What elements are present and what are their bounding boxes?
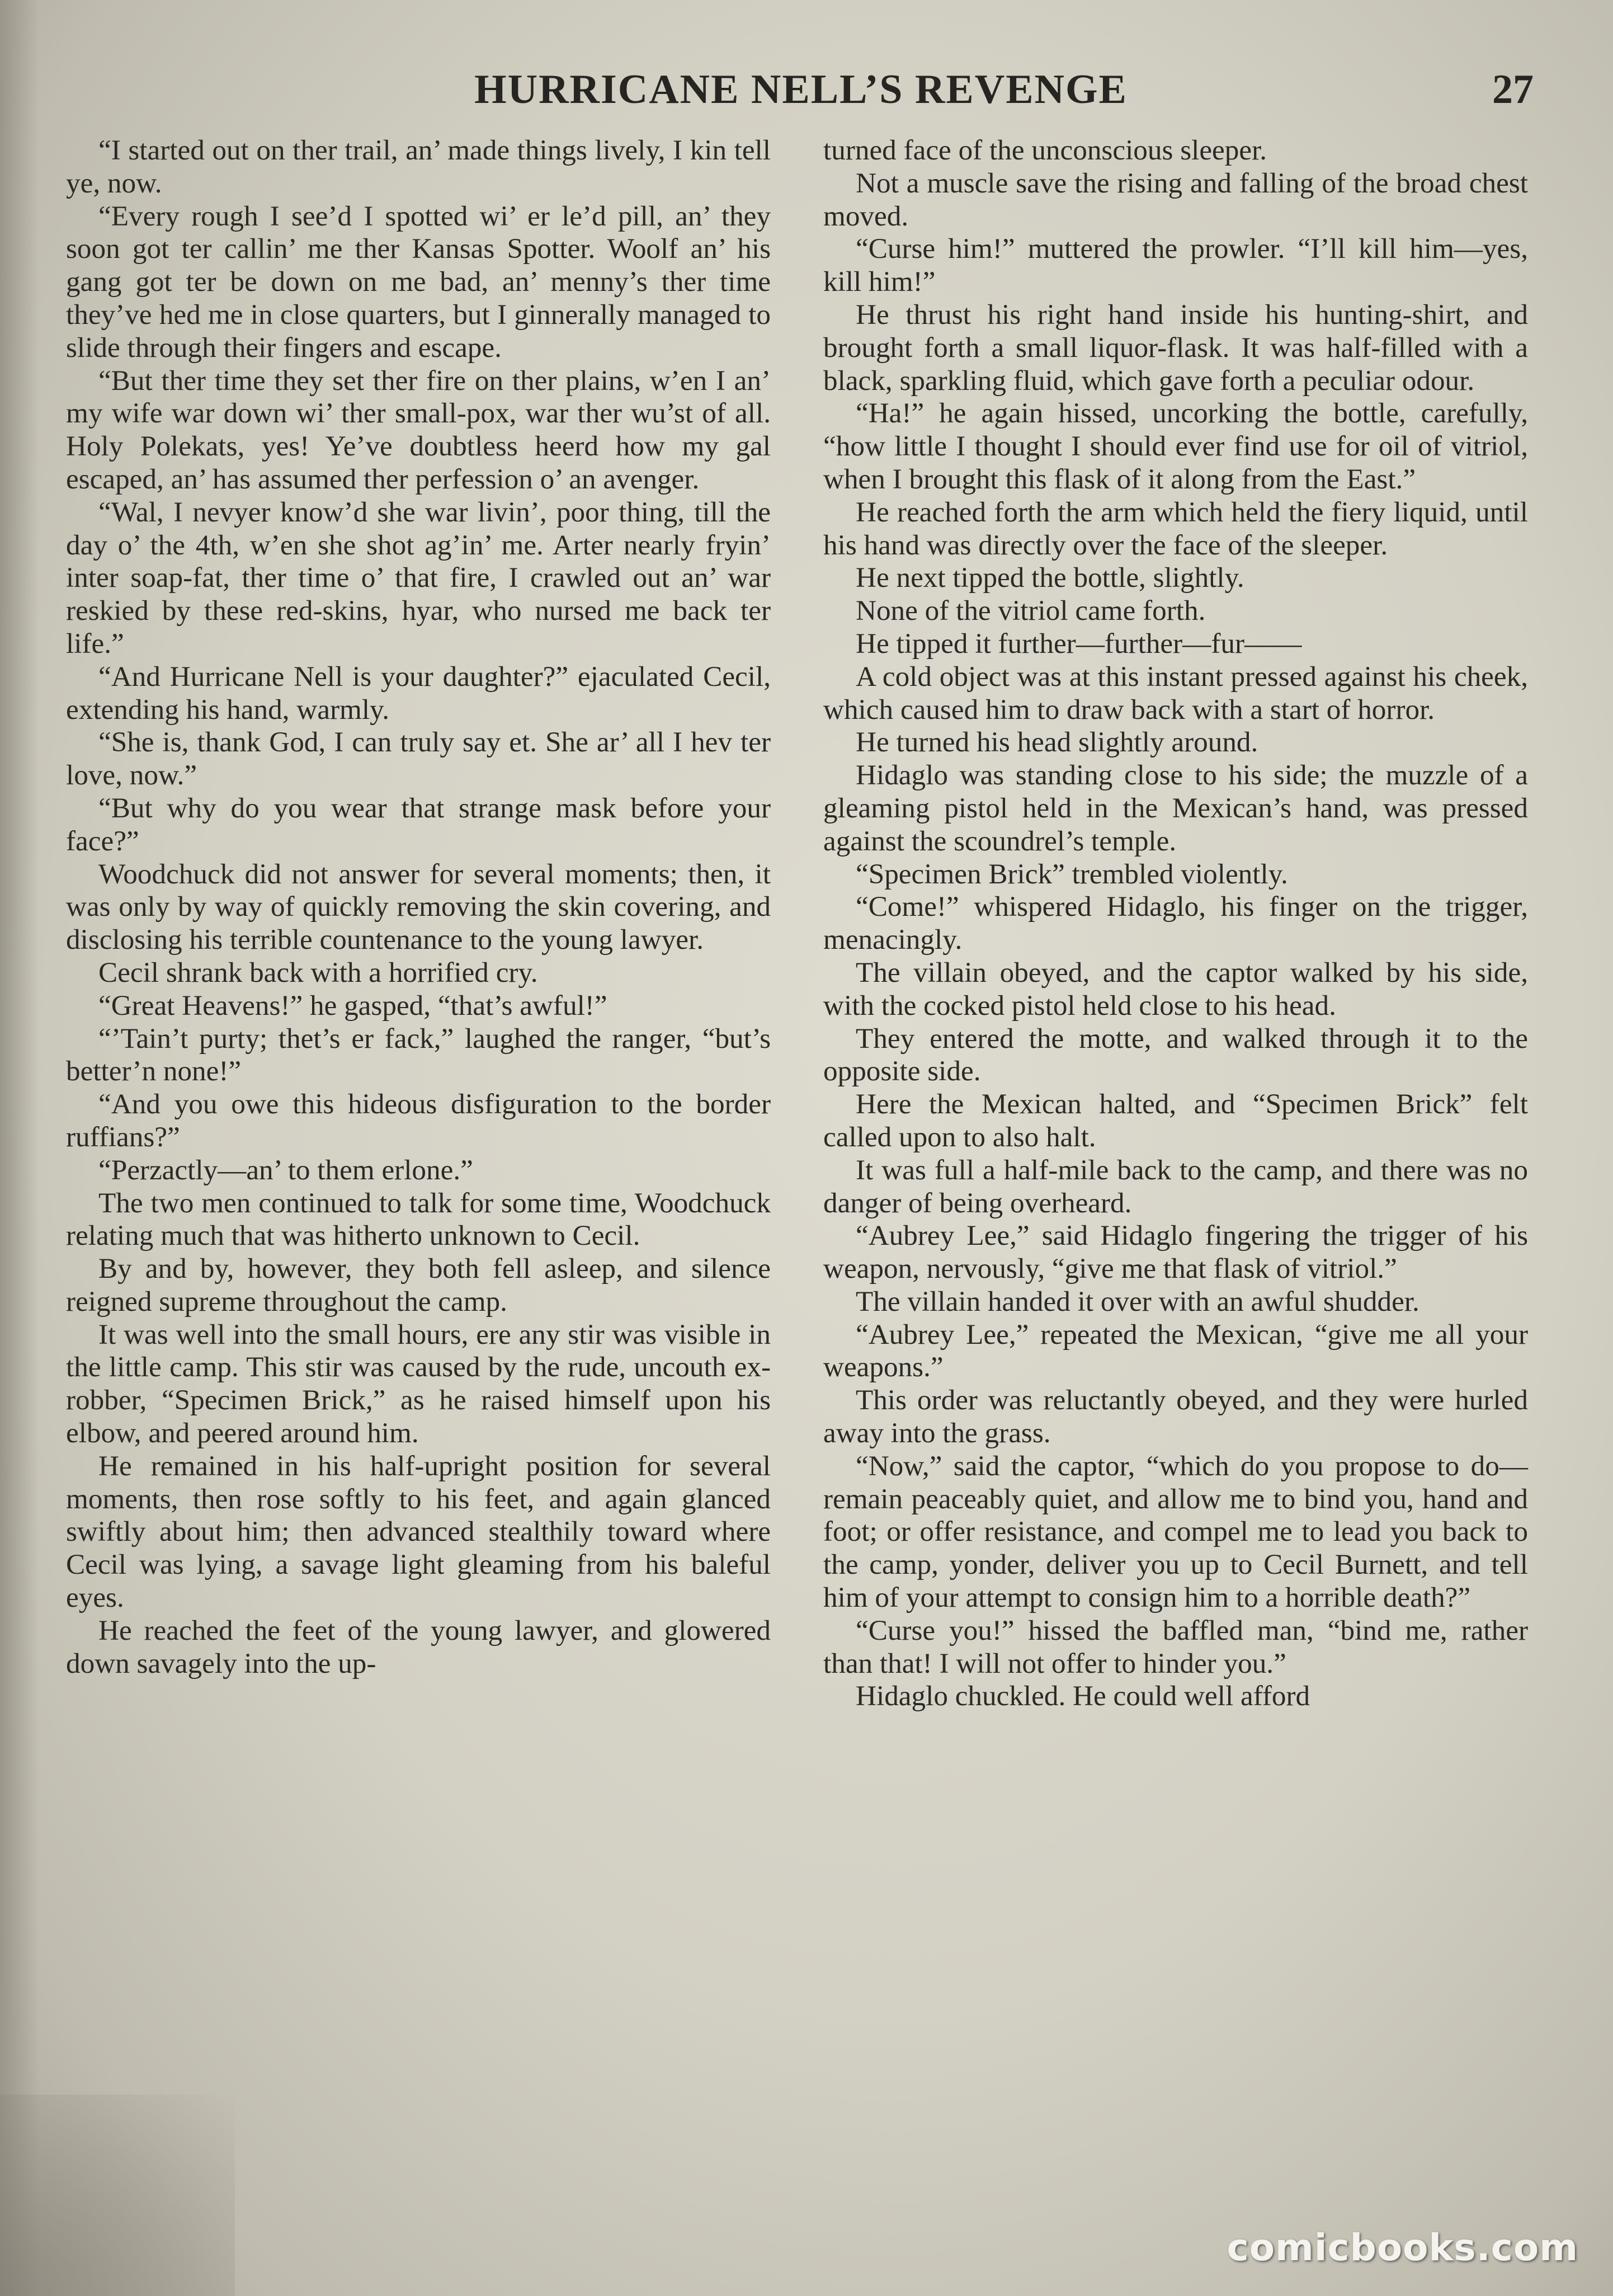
paragraph: He reached forth the arm which held the fiery liquid, until his hand was directly over the face of the sleeper. [823, 496, 1528, 561]
paragraph: He remained in his half-upright position for several moments, then rose softly to his feet, and again glanced swiftly about him; then advanced stealthily toward where Cecil was lying, a savage light gleaming from his baleful eyes. [66, 1450, 771, 1614]
paragraph: “And Hurricane Nell is your daughter?” ejaculated Cecil, extending his hand, warmly. [66, 660, 771, 726]
paragraph: The two men continued to talk for some time, Woodchuck relating much that was hitherto unknown to Cecil. [66, 1187, 771, 1252]
paragraph: “Come!” whispered Hidaglo, his finger on the trigger, menacingly. [823, 891, 1528, 956]
running-title: HURRICANE NELL’S REVENGE [474, 67, 1128, 112]
paragraph: He tipped it further—further—fur—— [856, 627, 1302, 660]
page-corner-shadow [0, 2095, 235, 2296]
paragraph: “Perzactly—an’ to them erlone.” [98, 1154, 473, 1186]
paragraph: Woodchuck did not answer for several moments; then, it was only by way of quickly removing the skin covering, and disclosing his terrible countenance to the young lawyer. [66, 858, 771, 956]
paragraph: “Aubrey Lee,” repeated the Mexican, “give me all your weapons.” [823, 1318, 1528, 1384]
paragraph-continued: turned face of the unconscious sleeper. [823, 134, 1267, 166]
text-column-left [66, 134, 771, 1680]
paragraph: The villain obeyed, and the captor walked by his side, with the cocked pistol held close to his head. [823, 956, 1528, 1022]
text-column-right [823, 134, 1528, 1713]
paragraph: “And you owe this hideous disfiguration to the border ruffians?” [66, 1088, 771, 1153]
paragraph: “Great Heavens!” he gasped, “that’s awful!” [98, 989, 607, 1022]
paragraph: Hidaglo was standing close to his side; the muzzle of a gleaming pistol held in the Mexican’s hand, was pressed against the scoundrel’s temple. [823, 759, 1528, 857]
paragraph: Hidaglo chuckled. He could well afford [856, 1680, 1310, 1712]
page-number: 27 [1492, 67, 1534, 112]
paragraph: Not a muscle save the rising and falling of the broad chest moved. [823, 167, 1528, 232]
paragraph: “Ha!” he again hissed, uncorking the bottle, carefully, “how little I thought I should ever find use for oil of vitriol, when I brought this flask of it along from the East.” [823, 397, 1528, 495]
paragraph: He turned his head slightly around. [856, 726, 1258, 759]
paragraph: Here the Mexican halted, and “Specimen Brick” felt called upon to also halt. [823, 1088, 1528, 1153]
paragraph: “’Tain’t purty; thet’s er fack,” laughed the ranger, “but’s better’n none!” [66, 1022, 771, 1088]
paragraph: “Every rough I see’d I spotted wi’ er le’d pill, an’ they soon got ter callin’ me ther Kansas Spotter. Woolf an’ his gang got ter be down on me bad, an’ menny’s ther time they’ve hed me in close quarters, but I ginnerally managed to slide through their fingers and escape. [66, 200, 771, 364]
paragraph: “I started out on ther trail, an’ made things lively, I kin tell ye, now. [66, 134, 771, 199]
page-edge-shadow [0, 0, 39, 2296]
paragraph: “Now,” said the captor, “which do you propose to do—remain peaceably quiet, and allow me to bind you, hand and foot; or offer resistance, and compel me to lead you back to the camp, yonder, deliver you up to Cecil Burnett, and tell him of your attempt to consign him to a horrible death?” [823, 1450, 1528, 1614]
site-watermark: comicbooks.com [1227, 2226, 1578, 2269]
paragraph: He reached the feet of the young lawyer, and glowered down savagely into the up- [66, 1614, 771, 1679]
paragraph: “Curse you!” hissed the baffled man, “bind me, rather than that! I will not offer to hinder you.” [823, 1614, 1528, 1679]
paragraph: “But ther time they set ther fire on ther plains, w’en I an’ my wife war down wi’ ther small-pox, war ther wu’st of all. Holy Polekats, yes! Ye’ve doubtless heerd how my gal escaped, an’ has assumed ther perfession o’ an avenger. [66, 364, 771, 495]
paragraph: None of the vitriol came forth. [856, 595, 1206, 627]
paragraph: The villain handed it over with an awful shudder. [856, 1285, 1419, 1318]
paragraph: By and by, however, they both fell asleep, and silence reigned supreme throughout the camp. [66, 1253, 771, 1318]
paragraph: This order was reluctantly obeyed, and they were hurled away into the grass. [823, 1384, 1528, 1450]
paragraph: It was well into the small hours, ere any stir was visible in the little camp. This stir was caused by the rude, uncouth ex-robber, “Specimen Brick,” as he raised himself upon his elbow, and peered around him. [66, 1318, 771, 1450]
paragraph: Cecil shrank back with a horrified cry. [98, 956, 538, 989]
paragraph: “Wal, I nevyer know’d she war livin’, poor thing, till the day o’ the 4th, w’en she shot ag’in’ me. Arter nearly fryin’ inter soap-fat, ther time o’ that fire, I crawled out an’ war reskied by these red-skins, hyar, who nursed me back ter life.” [66, 496, 771, 660]
paragraph: It was full a half-mile back to the camp, and there was no danger of being overheard. [823, 1154, 1528, 1219]
paragraph: They entered the motte, and walked through it to the opposite side. [823, 1022, 1528, 1088]
paragraph: “Aubrey Lee,” said Hidaglo fingering the trigger of his weapon, nervously, “give me that flask of vitriol.” [823, 1220, 1528, 1285]
paragraph: “Specimen Brick” trembled violently. [856, 858, 1288, 890]
paragraph: He next tipped the bottle, slightly. [856, 562, 1244, 594]
paragraph: “She is, thank God, I can truly say et. She ar’ all I hev ter love, now.” [66, 726, 771, 792]
paragraph: “Curse him!” muttered the prowler. “I’ll kill him—yes, kill him!” [823, 233, 1528, 298]
paragraph: “But why do you wear that strange mask before your face?” [66, 792, 771, 857]
paragraph: He thrust his right hand inside his hunting-shirt, and brought forth a small liquor-flask. It was half-filled with a black, sparkling fluid, which gave forth a peculiar odour. [823, 298, 1528, 397]
paragraph: A cold object was at this instant pressed against his cheek, which caused him to draw back with a start of horror. [823, 660, 1528, 726]
